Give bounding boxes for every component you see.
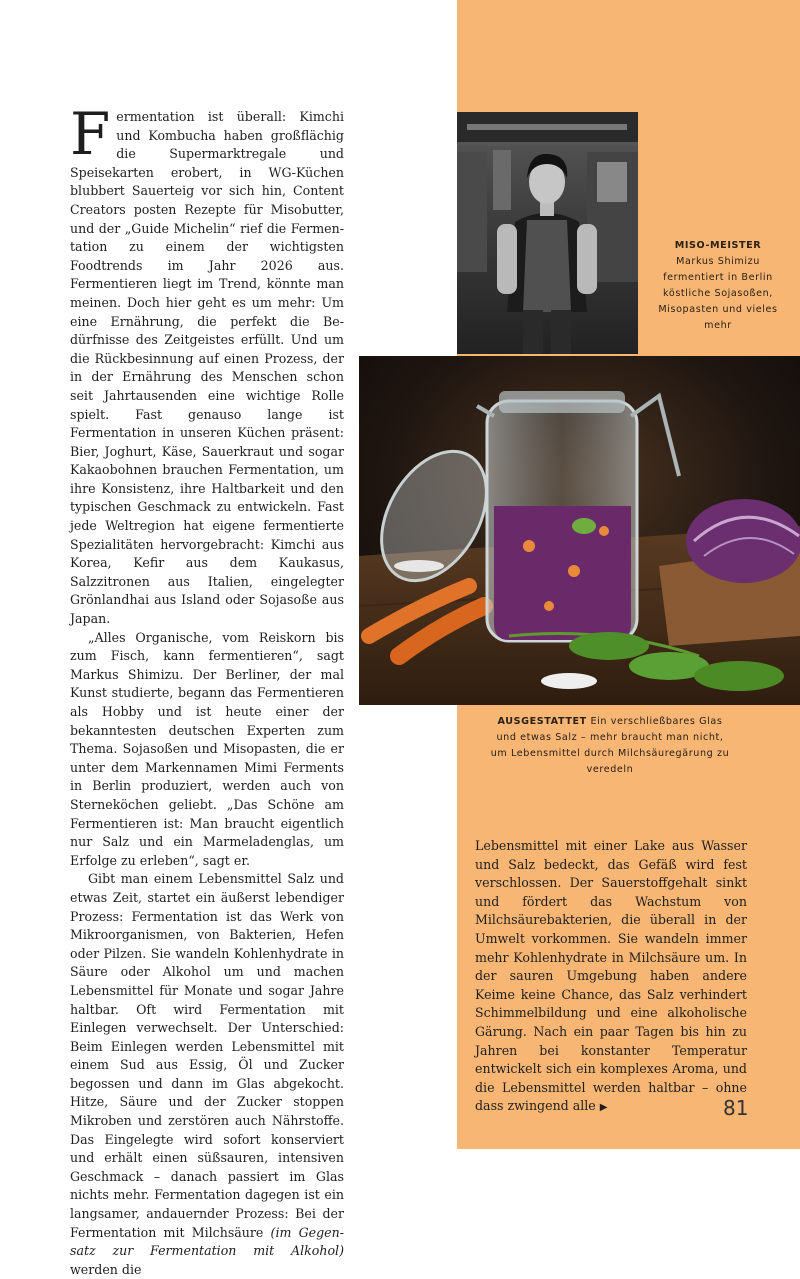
portrait-caption-title: MISO-MEISTER: [674, 240, 762, 251]
jar-caption: [490, 714, 730, 778]
drop-cap: F: [70, 100, 111, 168]
portrait-caption-text: Markus Shimizu fermentiert in Berlin köstliche Sojasoßen, Misopasten und vieles mehr: [658, 256, 778, 331]
fermentation-jar-photo: [359, 356, 800, 705]
page-number: 81: [723, 1096, 749, 1120]
paragraph-1-text: ermentation ist überall: Kimchi und Kombucha haben großflächig die Supermarktregale und Speisekarten erobert, in WG-Küchen blubbert Sauerteig vor sich hin, Content Creators posten Rezepte für Misobutter, und der „Guide Michelin“ rief die Fermentation zu einem der wichtigsten Foodtrends im Jahr 2026 aus. Fermentieren liegt im Trend, könnte man meinen. Doch hier geht es um mehr: Um eine Ernährung, die perfekt die Bedürfnisse des Zeitgeistes erfüllt. Und um die Rückbesinnung auf einen Prozess, der in der Ernährung des Menschen schon seit Jahrtausenden eine wichtige Rolle spielt. Fast genauso lange ist Fermentation in unseren Küchen präsent: Bier, Joghurt, Käse, Sauerkraut und sogar Kakaobohnen brauchen Fermentation, um ihre Konsistenz, ihre Haltbarkeit und den typischen Geschmack zu entwickeln. Fast jede Weltregion hat eigene fermentierte Spezialitäten hervorgebracht: Kimchi aus Korea, Kefir aus dem Kaukasus, Salzzitronen aus Italien, eingelegter Grönlandhai aus Island oder Sojasoße aus Japan.: [70, 109, 344, 627]
paragraph-3-text: Gibt man einem Lebensmittel Salz und etwas Zeit, startet ein äußerst lebendiger Prozess: Fermentation ist das Werk von Mikroorganismen, von Bakterien, Hefen oder Pilzen. Sie wandeln Kohlenhydrate in Säure oder Alkohol um und machen Lebensmittel für Monate und sogar Jahre haltbar. Oft wird Fermentation mit Einlegen verwechselt. Der Unterschied: Beim Einlegen werden Lebensmittel mit einem Sud aus Essig, Öl und Zucker begossen und dann im Glas abgekocht. Hitze, Säure und der Zucker stoppen Mikroben und zerstören auch Nährstoffe. Das Eingelegte wird sofort konserviert und erhält einen süßsauren, intensiven Geschmack – danach passiert im Glas nichts mehr. Fermentation dagegen ist ein langsamer, andauernder Prozess: Bei der Fermentation mit Milchsäure: [70, 871, 344, 1240]
paragraph-3-italic: (im Gegensatz zur Fermentation mit Alkohol): [70, 1224, 344, 1259]
paragraph-3: [70, 870, 344, 1279]
jar-caption-title: AUSGESTATTET: [497, 716, 587, 727]
right-paragraph-text: Lebensmittel mit einer Lake aus Wasser und Salz bedeckt, das Gefäß wird fest verschlossen. Der Sauerstoffgehalt sinkt und fördert das Wachstum von Milchsäurebakterien, die überall in der Umwelt vorkommen. Sie wandeln immer mehr Kohlenhydrate in Milchsäure um. In der sauren Umgebung haben andere Keime keine Chance, das Salz verhindert Schimmelbildung und eine alkoholische Gärung. Nach ein paar Tagen bis hin zu Jahren bei konstanter Temperatur entwickelt sich ein komplexes Aroma, und die Lebensmittel werden haltbar – ohne dass zwingend alle: [475, 838, 747, 1114]
paragraph-3-end: werden die: [70, 1261, 142, 1277]
article-left-column: [70, 100, 344, 1279]
jar-caption-text: Ein verschließbares Glas und etwas Salz – mehr braucht man nicht, um Lebensmittel durch Milchsäuregärung zu veredeln: [490, 716, 730, 775]
continue-arrow-icon: ▶: [599, 1102, 608, 1114]
portrait-photo: [457, 112, 638, 354]
portrait-caption: [648, 238, 788, 334]
paragraph-2: „Alles Organische, vom Reiskorn bis zum Fisch, kann fermentieren“, sagt Markus Shimizu. Der Berliner, der mal Kunst studierte, begann das Fermentieren als Hobby und ist heute einer der bekanntesten deutschen Experten zum Thema. Sojasoßen und Misopasten, die er unter dem Markennamen Mimi Ferments in Berlin produziert, werden auch von Sterneköchen geliebt. „Das Schöne am Fermentieren ist: Man braucht eigentlich nur Salz und ein Marmeladenglas, um Erfolge zu erleben“, sagt er.: [70, 629, 344, 868]
right-paragraph: [475, 837, 747, 1118]
paragraph-1: [70, 100, 344, 629]
article-right-column: [475, 837, 747, 1118]
